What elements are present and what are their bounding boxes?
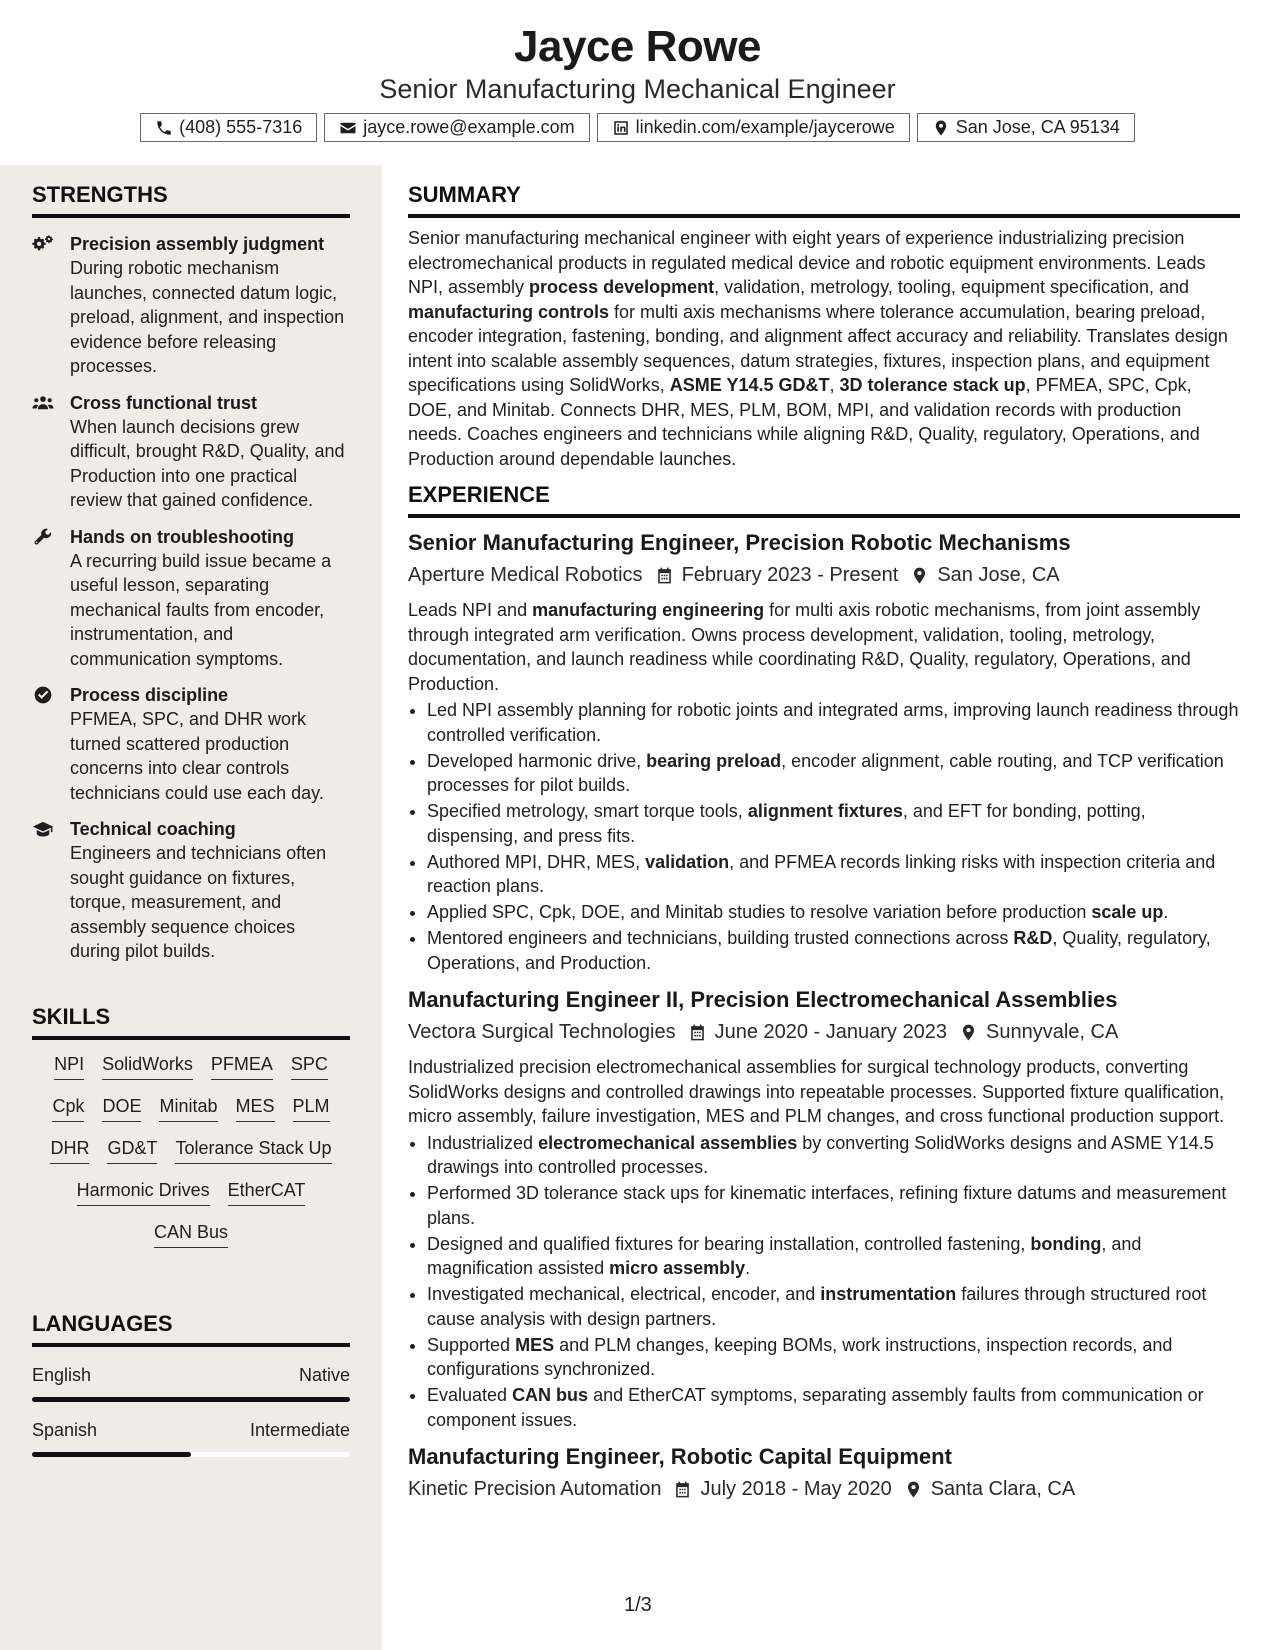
strength-item xyxy=(32,683,350,805)
skill-tag: NPI xyxy=(54,1052,84,1080)
job-bullet: • Authored MPI, DHR, MES, validation, and PFMEA records linking risks with inspection criteria and reaction plans. xyxy=(427,850,1240,899)
strengths-list xyxy=(32,232,350,964)
jobs-list xyxy=(408,528,1240,1504)
job-bullets xyxy=(408,1131,1240,1433)
strength-description: During robotic mechanism launches, connected datum logic, preload, alignment, and inspection evidence before releasing processes. xyxy=(70,258,345,376)
job-bullet: • Designed and qualified fixtures for bearing installation, controlled fastening, bonding, and magnification assisted micro assembly. xyxy=(427,1232,1240,1281)
job-description: Leads NPI and manufacturing engineering for multi axis robotic mechanisms, from joint assembly through integrated arm verification. Owns process development, validation, tooling, metrology, documentation, and launch readiness while coordinating R&D, Quality, regulatory, Operations, and Production. xyxy=(408,600,1201,694)
job-entry xyxy=(408,528,1240,975)
language-level: Intermediate xyxy=(249,1420,350,1440)
calendar-icon xyxy=(643,566,682,585)
candidate-name: Jayce Rowe xyxy=(514,22,761,71)
job-bullet: • Supported MES and PLM changes, keeping BOMs, work instructions, inspection records, and configurations synchronized. xyxy=(427,1333,1240,1382)
job-dates: February 2023 - Present xyxy=(681,564,899,586)
language-item xyxy=(32,1418,350,1457)
contact-text[interactable]: (408) 555-7316 xyxy=(179,117,303,137)
language-item xyxy=(32,1363,350,1402)
job-meta xyxy=(408,560,1240,590)
skills-section xyxy=(32,1003,350,1248)
candidate-title: Senior Manufacturing Mechanical Engineer xyxy=(379,74,896,104)
language-level: Native xyxy=(298,1365,350,1385)
strength-title: Process discipline xyxy=(70,685,229,705)
strength-description: PFMEA, SPC, and DHR work turned scattered production concerns into clear controls technicians could use each day. xyxy=(70,709,324,803)
strength-title: Technical coaching xyxy=(70,819,236,839)
job-bullet: • Specified metrology, smart torque tools, alignment fixtures, and EFT for bonding, potting, dispensing, and press fits. xyxy=(427,799,1240,848)
experience-section xyxy=(408,481,1240,1504)
strength-title: Hands on troubleshooting xyxy=(70,526,294,547)
language-row xyxy=(32,1418,350,1442)
strength-title: Cross functional trust xyxy=(70,392,258,413)
job-bullet: • Developed harmonic drive, bearing preload, encoder alignment, cable routing, and TCP verification processes for pilot builds. xyxy=(427,749,1240,798)
contact-bar xyxy=(0,113,1275,142)
job-meta xyxy=(408,1474,1240,1504)
contact-text[interactable]: San Jose, CA 95134 xyxy=(955,117,1120,137)
company-name: Kinetic Precision Automation xyxy=(408,1478,662,1500)
skill-tag: SPC xyxy=(291,1052,328,1080)
skill-tag: SolidWorks xyxy=(102,1052,193,1080)
calendar-icon xyxy=(676,1023,715,1042)
job-location: Santa Clara, CA xyxy=(930,1478,1076,1500)
job-bullet: • Led NPI assembly planning for robotic joints and integrated arms, improving launch readiness through controlled verification. xyxy=(427,698,1240,747)
job-dates: July 2018 - May 2020 xyxy=(700,1478,892,1500)
map-pin-icon xyxy=(898,566,937,585)
skill-tag: PLM xyxy=(293,1094,330,1122)
linkedin-icon xyxy=(612,119,630,137)
job-bullet: • Applied SPC, Cpk, DOE, and Minitab studies to resolve variation before production scale up. xyxy=(427,900,1240,925)
contact-item[interactable] xyxy=(140,113,317,142)
graduation-cap-icon xyxy=(32,819,54,839)
job-title: Manufacturing Engineer II, Precision Electromechanical Assemblies xyxy=(408,987,1118,1012)
job-bullet: • Investigated mechanical, electrical, encoder, and instrumentation failures through structured root cause analysis with design partners. xyxy=(427,1282,1240,1331)
language-proficiency-fill xyxy=(32,1397,350,1402)
map-pin-icon xyxy=(932,119,950,137)
strengths-section xyxy=(32,181,350,964)
job-bullet: • Evaluated CAN bus and EtherCAT symptoms, separating assembly faults from communication or component issues. xyxy=(427,1383,1240,1432)
map-pin-icon xyxy=(892,1480,931,1499)
skill-tag: DOE xyxy=(102,1094,141,1122)
strength-item xyxy=(32,817,350,964)
gears-icon xyxy=(32,234,54,254)
skill-tag: Tolerance Stack Up xyxy=(175,1136,331,1164)
job-dates: June 2020 - January 2023 xyxy=(714,1021,947,1043)
job-location: San Jose, CA xyxy=(937,564,1060,586)
check-circle-icon xyxy=(32,685,54,705)
experience-heading: EXPERIENCE xyxy=(408,481,1240,518)
skill-tag: EtherCAT xyxy=(228,1178,306,1206)
skill-tag: Harmonic Drives xyxy=(77,1178,210,1206)
strength-title: Precision assembly judgment xyxy=(70,234,325,254)
contact-item[interactable] xyxy=(324,113,589,142)
language-proficiency-bar xyxy=(32,1452,350,1457)
job-entry xyxy=(408,1442,1240,1504)
language-name: English xyxy=(32,1365,92,1385)
contact-item[interactable] xyxy=(917,113,1135,142)
language-name: Spanish xyxy=(32,1420,98,1440)
languages-heading: LANGUAGES xyxy=(32,1310,350,1347)
skills-tags xyxy=(32,1040,350,1248)
summary-section xyxy=(408,181,1240,471)
summary-text: Senior manufacturing mechanical engineer with eight years of experience industrializing precision electromechanical products in regulated medical device and robotic equipment environments. Leads NPI, assembly process development, validation, metrology, tooling, equipment specification, and manufacturing controls for multi axis mechanisms where tolerance accumulation, bearing preload, encoder integration, fastening, bonding, and alignment affect accuracy and reliability. Translates design intent into scalable assembly sequences, datum strategies, fixtures, inspection plans, and equipment specifications using SolidWorks, ASME Y14.5 GD&T, 3D tolerance stack up, PFMEA, SPC, Cpk, DOE, and Minitab. Connects DHR, MES, PLM, BOM, MPI, and validation records with production needs. Coaches engineers and technicians while aligning R&D, Quality, regulatory, Operations, and Production around dependable launches. xyxy=(408,228,1228,469)
skill-tag: Minitab xyxy=(159,1094,217,1122)
strength-item xyxy=(32,391,350,513)
languages-list xyxy=(32,1363,350,1457)
job-bullets xyxy=(408,698,1240,975)
job-bullet: • Mentored engineers and technicians, building trusted connections across R&D, Quality, regulatory, Operations, and Production. xyxy=(427,926,1240,975)
skill-tag: Cpk xyxy=(52,1094,84,1122)
wrench-icon xyxy=(32,527,54,547)
users-icon xyxy=(32,393,54,413)
skill-tag: MES xyxy=(236,1094,275,1122)
map-pin-icon xyxy=(947,1023,986,1042)
language-proficiency-bar xyxy=(32,1397,350,1402)
job-bullet: • Industrialized electromechanical assemblies by converting SolidWorks designs and ASME Y14.5 drawings into controlled processes. xyxy=(427,1131,1240,1180)
job-title: Manufacturing Engineer, Robotic Capital Equipment xyxy=(408,1444,952,1469)
calendar-icon xyxy=(661,1480,700,1499)
job-meta xyxy=(408,1017,1240,1047)
strength-description: When launch decisions grew difficult, brought R&D, Quality, and Production into one practical review that gained confidence. xyxy=(70,416,345,510)
job-entry xyxy=(408,985,1240,1432)
summary-heading: SUMMARY xyxy=(408,181,1240,218)
skill-tag: CAN Bus xyxy=(154,1220,228,1248)
strength-item xyxy=(32,232,350,379)
strengths-heading: STRENGTHS xyxy=(32,181,350,218)
job-bullet: • Performed 3D tolerance stack ups for kinematic interfaces, refining fixture datums and measurement plans. xyxy=(427,1181,1240,1230)
language-row xyxy=(32,1363,350,1387)
languages-section xyxy=(32,1310,350,1457)
company-name: Aperture Medical Robotics xyxy=(408,564,643,586)
job-description: Industrialized precision electromechanical assemblies for surgical technology products, converting SolidWorks designs and controlled drawings into repeatable processes. Supported fixture qualification, micro assembly, failure investigation, MES and PLM changes, and cross functional production support. xyxy=(408,1057,1225,1126)
contact-text[interactable]: jayce.rowe@example.com xyxy=(363,117,575,137)
phone-icon xyxy=(155,119,173,137)
contact-text[interactable]: linkedin.com/example/jaycerowe xyxy=(635,117,895,137)
strength-item xyxy=(32,525,350,672)
sidebar xyxy=(0,165,382,1650)
skill-tag: DHR xyxy=(50,1136,89,1164)
skills-heading: SKILLS xyxy=(32,1003,350,1040)
strength-description: A recurring build issue became a useful lesson, separating mechanical faults from encoder, instrumentation, and communication symptoms. xyxy=(70,550,332,669)
job-location: Sunnyvale, CA xyxy=(985,1021,1119,1043)
strength-description: Engineers and technicians often sought guidance on fixtures, torque, measurement, and assembly sequence choices during pilot builds. xyxy=(70,843,327,961)
language-proficiency-fill xyxy=(32,1452,191,1457)
envelope-icon xyxy=(339,119,357,137)
skill-tag: PFMEA xyxy=(211,1052,273,1080)
contact-item[interactable] xyxy=(597,113,910,142)
main-column xyxy=(408,165,1240,1650)
page-number: 1/3 xyxy=(624,1594,652,1616)
company-name: Vectora Surgical Technologies xyxy=(408,1021,676,1043)
resume-header xyxy=(0,0,1275,165)
job-title: Senior Manufacturing Engineer, Precision Robotic Mechanisms xyxy=(408,530,1071,555)
skill-tag: GD&T xyxy=(107,1136,157,1164)
